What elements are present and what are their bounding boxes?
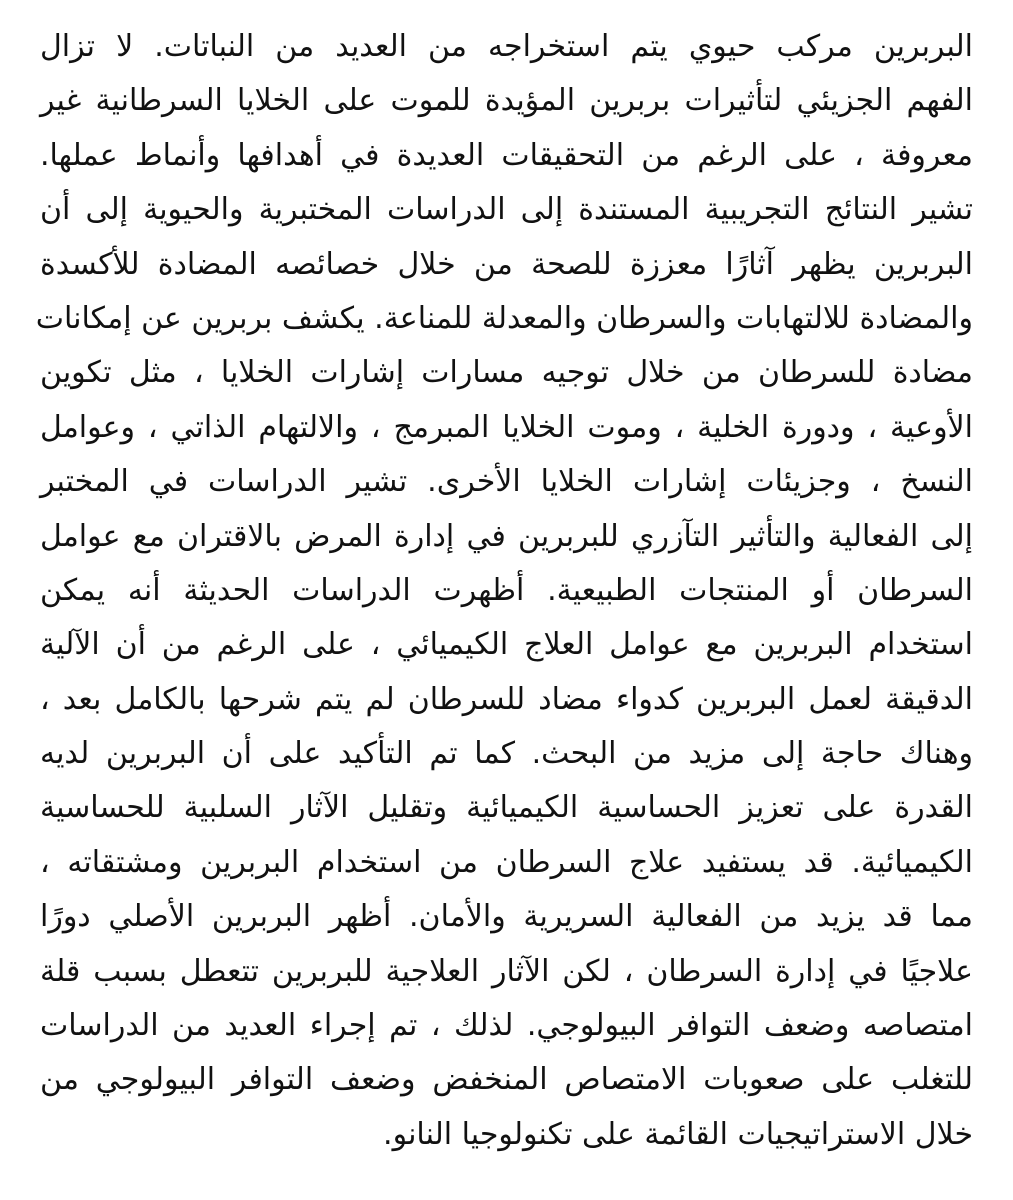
text-line-21: خلال الاستراتيجيات القائمة على تكنولوجيا النانو. (383, 1116, 973, 1152)
text-line-15: القدرة على تعزيز الحساسية الكيميائية وتقليل الآثار السلبية للحساسية (40, 790, 973, 826)
text-line-14: وهناك حاجة إلى مزيد من البحث. كما تم التأكيد على أن البربرين لديه (40, 736, 973, 772)
text-line-13: الدقيقة لعمل البربرين كدواء مضاد للسرطان لم يتم شرحها بالكامل بعد ، (40, 681, 973, 717)
text-line-1: البربرين مركب حيوي يتم استخراجه من العديد من النباتات. لا تزال (40, 29, 973, 64)
text-line-2: الفهم الجزيئي لتأثيرات بربرين المؤيدة للموت على الخلايا السرطانية غير (40, 83, 973, 119)
arabic-paragraph (35, 20, 973, 1162)
text-line-18: علاجيًا في إدارة السرطان ، لكن الآثار العلاجية للبربرين تتعطل بسبب قلة (40, 953, 973, 989)
text-line-12: استخدام البربرين مع عوامل العلاج الكيميائي ، على الرغم من أن الآلية (40, 627, 973, 663)
text-line-9: النسخ ، وجزيئات إشارات الخلايا الأخرى. تشير الدراسات في المختبر (40, 464, 973, 500)
text-line-20: للتغلب على صعوبات الامتصاص المنخفض وضعف التوافر البيولوجي من (40, 1062, 973, 1098)
text-line-17: مما قد يزيد من الفعالية السريرية والأمان. أظهر البربرين الأصلي دورًا (40, 899, 973, 935)
text-line-4: تشير النتائج التجريبية المستندة إلى الدراسات المختبرية والحيوية إلى أن (40, 192, 973, 228)
text-line-3: معروفة ، على الرغم من التحقيقات العديدة في أهدافها وأنماط عملها. (40, 137, 973, 173)
text-line-6: والمضادة للالتهابات والسرطان والمعدلة للمناعة. يكشف بربرين عن إمكانات (35, 300, 973, 336)
text-line-7: مضادة للسرطان من خلال توجيه مسارات إشارات الخلايا ، مثل تكوين (40, 355, 973, 391)
text-line-16: الكيميائية. قد يستفيد علاج السرطان من استخدام البربرين ومشتقاته ، (40, 844, 973, 880)
text-line-19: امتصاصه وضعف التوافر البيولوجي. لذلك ، تم إجراء العديد من الدراسات (40, 1008, 973, 1044)
text-line-5: البربرين يظهر آثارًا معززة للصحة من خلال خصائصه المضادة للأكسدة (40, 246, 973, 282)
text-line-11: السرطان أو المنتجات الطبيعية. أظهرت الدراسات الحديثة أنه يمكن (40, 572, 973, 608)
text-line-8: الأوعية ، ودورة الخلية ، وموت الخلايا المبرمج ، والالتهام الذاتي ، وعوامل (40, 409, 973, 445)
text-line-10: إلى الفعالية والتأثير التآزري للبربرين في إدارة المرض بالاقتران مع عوامل (40, 518, 973, 554)
